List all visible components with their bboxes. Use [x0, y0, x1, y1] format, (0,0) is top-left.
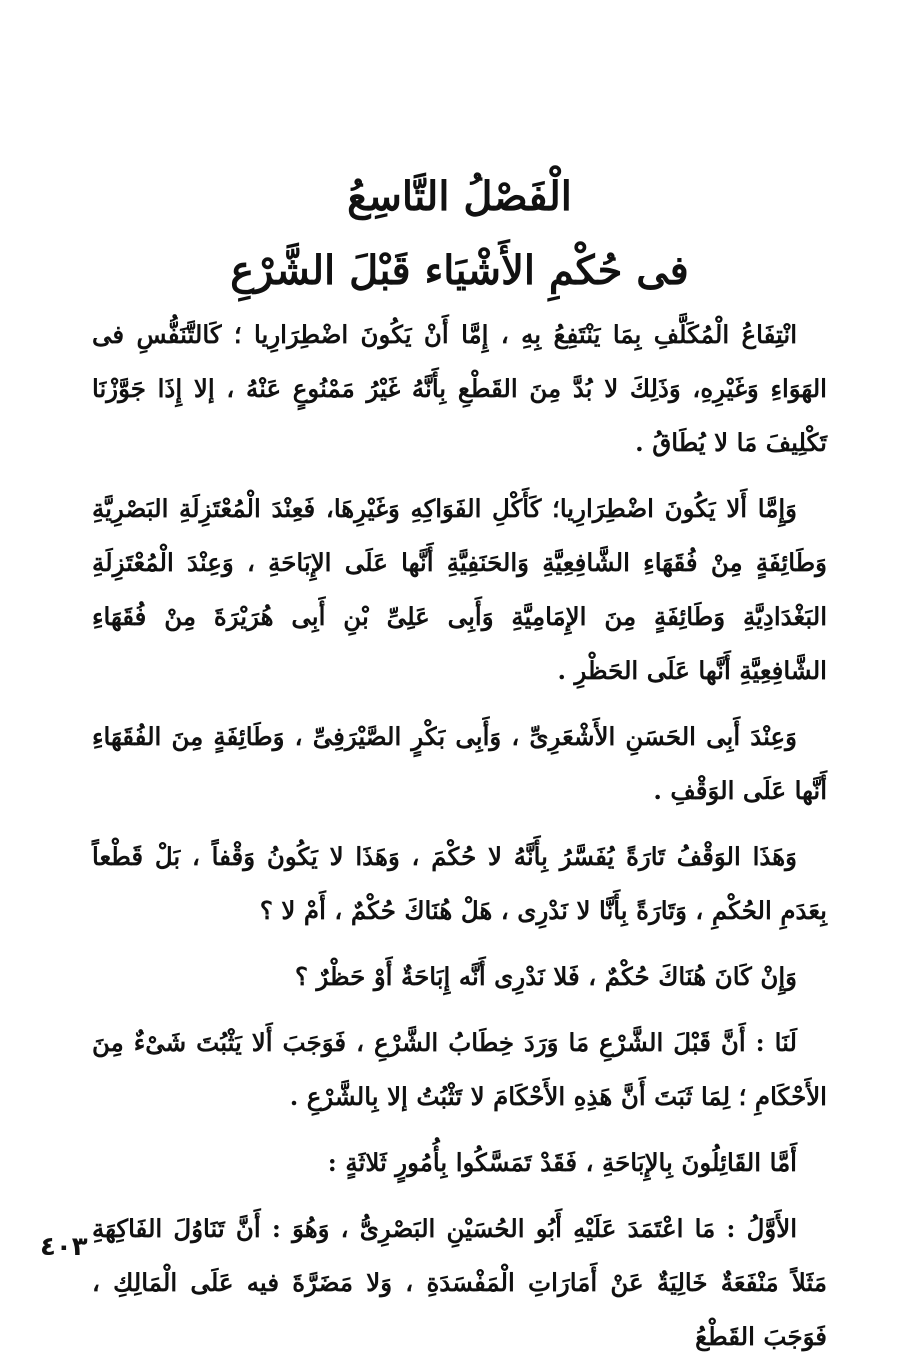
paragraph: أَمَّا القَائِلُونَ بِالإِبَاحَةِ ، فَقَدْ تَمَسَّكُوا بِأُمُورٍ ثَلاثَةٍ : — [327, 1148, 797, 1177]
chapter-heading — [0, 160, 919, 308]
paragraph: الأَوَّلُ : مَا اعْتَمَدَ عَلَيْهِ أَبُو الحُسَيْنِ البَصْرِىُّ ، وَهُوَ : أَنَّ تَنَاوُلَ الفَاكِهَةِ مَثَلاً مَنْفَعَةٌ خَالِيَةٌ عَنْ أَمَارَاتِ الْمَفْسَدَةِ ، وَلا مَضَرَّةَ فيه عَلَى الْمَالِكِ ، فَوَجَبَ القَطْعُ — [92, 1214, 827, 1351]
paragraph: وَإِنْ كَانَ هُنَاكَ حُكْمٌ ، فَلا نَدْرِى أَنَّه إِبَاحَةٌ أَوْ حَظْرٌ ؟ — [295, 962, 797, 991]
chapter-subtitle: فى حُكْمِ الأَشْيَاء قَبْلَ الشَّرْعِ — [230, 247, 689, 294]
paragraph: انْتِفَاعُ الْمُكَلَّفِ بِمَا يَنْتَفِعُ بِهِ ، إِمَّا أَنْ يَكُونَ اضْطِرَارِيا ؛ كَالتَّنَفُّسِ فى الهَوَاءِ وَغَيْرِهِ، وَذَلِكَ لا بُدَّ مِنَ القَطْعِ بِأَنَّهُ غَيْرُ مَمْنُوعٍ عَنْهُ ، إلا إِذَا جَوَّزْنَا تَكْلِيفَ مَا لا يُطَاقُ . — [92, 320, 827, 457]
page-number: ٤٠٣ — [40, 1232, 88, 1262]
paragraph: وَعِنْدَ أَبِى الحَسَنِ الأَشْعَرِىِّ ، وَأَبِى بَكْرٍ الصَّيْرَفِىِّ ، وَطَائِفَةٍ مِنَ الفُقَهَاءِ أَنَّها عَلَى الوَقْفِ . — [92, 722, 827, 805]
paragraph: وَهَذَا الوَقْفُ تَارَةً يُفَسَّرُ بِأَنَّهُ لا حُكْمَ ، وَهَذَا لا يَكُونُ وَقْفاً ، بَلْ قَطْعاً بِعَدَمِ الحُكْمِ ، وَتَارَةً بِأَنَّا لا نَدْرِى ، هَلْ هُنَاكَ حُكْمٌ ، أَمْ لا ؟ — [92, 842, 827, 925]
paragraph: لَنَا : أَنَّ قَبْلَ الشَّرْعِ مَا وَرَدَ خِطَابُ الشَّرْعِ ، فَوَجَبَ أَلا يَثْبُتَ شَىْءٌ مِنَ الأَحْكَامِ ؛ لِمَا ثَبَتَ أَنَّ هَذِهِ الأَحْكَامَ لا تَثْبُتُ إلا بِالشَّرْعِ . — [92, 1028, 827, 1111]
body-text — [92, 308, 827, 1364]
chapter-title: الْفَصْلُ التَّاسِعُ — [347, 173, 572, 220]
paragraph: وَإِمَّا أَلا يَكُونَ اضْطِرَارِيا؛ كَأَكْلِ الفَوَاكِهِ وَغَيْرِهَا، فَعِنْدَ الْمُعْتَزِلَةِ البَصْرِيَّةِ وَطَائِفَةٍ مِنْ فُقَهَاءِ الشَّافِعِيَّةِ وَالحَنَفِيَّةِ أَنَّها عَلَى الإِبَاحَةِ ، وَعِنْدَ الْمُعْتَزِلَةِ البَغْدَادِيَّةِ وَطَائِفَةٍ مِنَ الإِمَامِيَّةِ وَأَبِى عَلِىِّ بْنِ أَبِى هُرَيْرَةَ مِنْ فُقَهَاءِ الشَّافِعِيَّةِ أَنَّها عَلَى الحَظْرِ . — [92, 494, 827, 685]
